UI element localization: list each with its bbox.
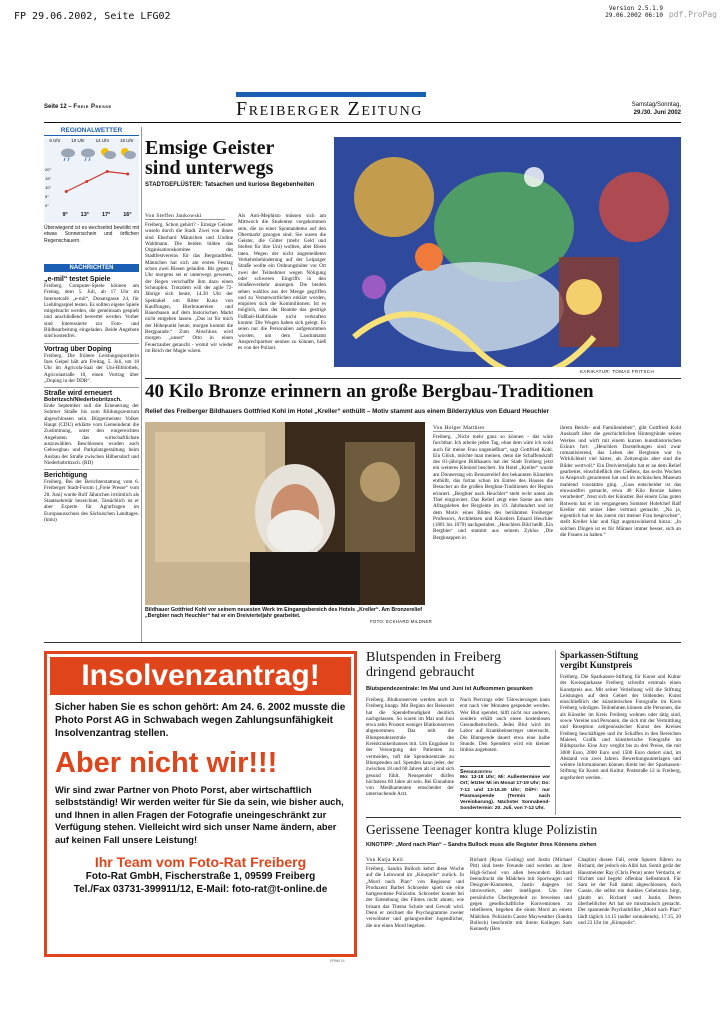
section-rule (44, 642, 681, 643)
news-item (44, 343, 139, 384)
column-rule (555, 650, 556, 815)
news-item (44, 276, 139, 340)
weather-y-label: 15° (45, 176, 52, 181)
story4-text: Freiberg. Die Sparkassen-Stiftung für Kunst und Kultur der Kreissparkasse Freiberg schreibt erstmals einen Kunstpreis aus. Mit seiner Verleihung will die Stiftung Leistungen auf dem Gebiet der bildenden Kunst einschließlich der künstlerischen Fotografie im Kreis Freiberg würdigen. Teilnehmen können alle Personen, die als Künstler im Kreis Freiberg wohnen oder tätig sind, sowie Vereine und Personen, die sich mit der Vermittlung und Rezeption zeitgenössischer Kunst des Kreises Freiberg beschäftigen und ihr Schaffen in den Bereichen Malerei, Grafik und künstlerische Fotografie im Bildsprache. Eine Jury vergibt bis zu drei Preise, die mit 3000 Euro, 2000 Euro und 1500 Euro dotiert sind, im Abstand von zwei Jahren. Bewerbungsunterlagen und weitere Informationen können direkt bei der Sparkassen-Stiftung für Kunst und Kultur, Poststraße 12 in Freiberg, angefordert werden. (560, 674, 681, 781)
sun-cloud-icon (100, 147, 116, 161)
print-header-left: FP 29.06.2002, Seite LFG02 (14, 11, 171, 22)
story4-headline (560, 650, 638, 670)
story3-col2: Nach Piercings oder Tätowierungen kann erst nach vier Monaten gespendet werden. Wer Blut spendet, hilft nicht nur anderen, sondern erhält auch einen kostenlosen Gesundheitscheck. Jedes Blut wird im Labor auf Krankheitserreger untersucht. Die Blutspende dauert etwa eine halbe Stunde. Den Spendern wird ein kleiner Imbiss angeboten. (460, 697, 550, 754)
story3-info-box (460, 766, 550, 813)
print-version-label: Version 2.5.1.9 (608, 5, 663, 12)
cloud-rain-icon (80, 147, 96, 161)
story1-col1: Freiberg. Schon gehört? - Emsige Geister wuseln durch die Stadt. Zwei von ihnen sind Eberhard Männchen und Undine Waldmann. Die beiden bilden das Organisationskomitee des Stadtfestvereins für das Bergstadtfest. Männchen hat sich am ersten Festtag schon zwei Blasen gelaufen. Bis gegen 1 Uhr morgens sei er unterwegs gewesen, der Regen verschaffte ihm dazu einen Schnupfen. Trotzdem will der agile 72-Jährige sich heute, 14.30 Uhr der Spektakel um Ritter Kunz von Kauffungen, Bierbrauereien und Bauerbasen auf dem historischen Markt nicht entgehen lassen. „Das ist für mich der Höhepunkt heute, morgen kommt die Bergparade.“ Zum Abschluss wird morgen „unser“ Otto in einen Feuerzauber getaucht - womit wir wieder im Reich der Magie wären. (145, 222, 233, 354)
temperature-point (106, 170, 109, 173)
story2-caption: Bildhauer Gottfried Kohl vor seinem neuesten Werk im Eingangsbereich des Hotels „Kreller“. Am Bronzerelief „Bergbier nach Heuchler“ hat er ein Dreivierteljahr gearbeitet. (145, 607, 422, 620)
ad-address: Foto-Rat GmbH, Fischerstraße 1, 09599 Freiberg (85, 871, 316, 883)
story3-subhead: Blutspendezentrale: Im Mai und Juni ist Aufkommen gesunken (366, 686, 533, 692)
weather-time: 10 Uhr (71, 138, 85, 143)
story2-byline: Von Holger Matthies (433, 425, 513, 432)
weather-icons (58, 147, 138, 161)
weather-y-label: 5° (45, 194, 49, 199)
story3-col1: Freiberg. Blutkonserven werden auch in Freiberg knapp. Mit Beginn der Reisezeit hat die Spendefreudigkeit deutlich nachgelassen. So waren im Mai und Juni etwa zehn Prozent weniger Blutkonserven abgenommen. Das teilt die Blutspendezentrale des Kreiskrankenhauses mit. Um Engpässe in der Versorgung der Patienten zu vermeiden, ruft die Spendezentrale zu Blutspenden auf. Spenden kann jeder, der zwischen 18 und 68 Jahren alt ist und sich gesund fühlt. Neuspender dürfen höchstens 60 Jahre alt sein. Bei Einnahme von Medikamenten entscheidet der untersuchende Arzt. (366, 697, 454, 798)
date-line-2: 29./30. Juni 2002 (633, 110, 681, 116)
news-title: NACHRICHTEN (44, 264, 139, 272)
story5-byline: Von Katja Keil (366, 857, 436, 864)
ad-text-2: Wir sind zwar Partner von Photo Porst, aber wirtschaftlich selbstständig! Wir werden weiter für Sie da sein, wie bisher auch, und Ihnen in allen Fragen der Fotografie uneingeschränkt zur Verfügung stehen. Vielleicht wird sich unser Name ändern, aber auf keinen Fall unsere Leistung! (55, 785, 344, 845)
story4-headline-line: vergibt Kunstpreis (560, 660, 633, 670)
weather-chart (44, 138, 139, 223)
weather-text: Überwiegend ist es wechselnd bewölkt mit etwas Sonnenschein und örtlichen Regenschauern. (44, 225, 139, 244)
story1-col2: Als Anti-Mephisto müssen sich am Mittwoch die Studenten vorgekommen sein, die zu einer Spontandemo auf den Obermarkt gezogen sind. Sie waren die Geister, die Götter (mehr Geld und Stellen für ihre Uni) wollten, aber Böses taten. Wegen der nicht angemeldeten Verkehrsbehinderung auf der Leipziger Straße wollte ein Ordnungshüter vor Ort zwei der Teilnehmer wegen Nötigung oder schweren Eingriffs in den Straßenverkehr anzeigen. Die beiden sehen wahllos aus der Menge gegriffen und zu Verantwortlichen erklärt worden, empören sich die Kommilitonen. Ist es möglich, dass der Beamte das gestrige Fußball-Halbfinale nicht verkraften konnte. Die Wogen haben sich gelegt. Es seien nur die Personalien aufgenommen worden, um dem Landratsamt Ansprechpartner nennen zu können, hieß es von der Polizei. (238, 213, 326, 352)
news-text: Freiberg. Bei der Berichterstattung vom 6. Freiberger Stadt-Forum („Freie Presse“ vom 28. Juni) wurde Rolf Jähnichen irrtümlich als Staatssekretär bezeichnet. Tatsächlich ist er aber Experte für Agrarfragen im Europaausschuss des Sächsischen Landtages. (kmu) (44, 479, 139, 523)
ad-contact: Tel./Fax 03731-399911/12, E-Mail: foto-rat@t-online.de (73, 884, 328, 896)
weather-temp: 9° (62, 212, 68, 218)
news-column (44, 264, 139, 523)
story1-byline: Von Steffen Jankowski (145, 213, 225, 220)
masthead-date (632, 101, 681, 117)
story3-box-text: Mo: 13-18 Uhr; Mi: Außentermine vor Ort; letzter Mi im Monat 17-19 Uhr; Do: 7-12 und 13-16.30 Uhr; Di/Fr: nur Plasmaspende (Termin nach Vereinbarung). Nächster Sonnabend-Sondertermin: 20. Juli, von 7-12 Uhr. (460, 775, 550, 812)
print-version (605, 5, 663, 19)
story3-headline (366, 650, 501, 680)
temperature-line (56, 164, 138, 214)
news-headline: Vortrag über Doping (44, 345, 112, 353)
story5-col2: Richard (Ryan Gosling) und Justin (Michael Pitt) sind beste Freunde und werden an ihrer High-School von allen bewundert. Richard beeindruckt die Mädchen mit Sportwagen und Designer-Klamotten, Justin dagegen ist introvertiert, aber intelligent. Um ihre persönliche Überlegenheit zu beweisen und gegen gesellschaftliche Konventionen zu rebellieren, begehen die einen Mord an einem Mädchen. Polizistin Cassie Mayweather (Sandra Bullock) beschreibt mit ihrem Kollegen Sam Kennedy (Ben (470, 857, 572, 933)
weather-y-label: 0° (45, 203, 49, 208)
weather-time: 6 Uhr (49, 138, 61, 143)
section-rule (145, 378, 681, 379)
weather-times (44, 138, 139, 143)
date-line-1: Samstag/Sonntag, (631, 102, 681, 108)
story2-col1: Freiberg. „Nicht mehr ganz so können - das wäre furchtbar. Ich arbeite jeden Tag, ohne dem wäre ich wohl auch für meine Frau ungenießbar“, sagt Gottfried Kohl. Ein Glück, möchte man meinen, denn die Schaffenskraft des 81-jährigen Bildhauers hat der Stadt Freiberg jetzt ein weiteres Kleinod beschert. Im Hotel „Kreller“ wurde am Donnerstag ein Bronzerelief des bekannten Künstlers enthüllt, das fortan schon im Entree des Hauses die Besucher an die großen Bergbau-Traditionen der Region erinnert. „Bergbier nach Heuchler“ steht recht unten als Titel eingraviert. Das Relief zeigt eine Szene aus dem Alltagsleben der Bergleute im 19. Jahrhundert und ist dem Motiv eines Bildes des berühmten Freiberger Professors, Architekten und Künstlers Eduard Heuchler (1801 bis 1879) nachgestaltet. „Heuchlers Bild heißt ‚Ein Bergbier‘ und stammt aus seinem Zyklus ‚Die Bergknappen in (433, 434, 553, 541)
story3-box-title: Spendezeiten (460, 769, 492, 775)
weather-time: 14 Uhr (95, 138, 110, 143)
cartoon-credit: KARIKATUR: TOMAS FRITSCH (580, 369, 655, 374)
story1-headline (145, 138, 274, 178)
cloud-rain-icon (60, 147, 76, 161)
news-text: Freiberg. Die frühere Leistungssportlerin Ines Geipel hält am Freitag, 5. Juli, um 18 Uhr im Agricola-Saal der Uni-Bibliothek, Agricolastraße 10, einen Vortrag über „Doping in der DDR“. (44, 352, 139, 384)
news-text: Ende September soll die Erneuerung der Sohrner Straße bis zum Bildungszentrum abgeschlossen sein. Bürgermeister Volker Haupt (CDU) erklärte vom Gemeinderat die Zustimmung, unter den eingereichten Angeboten das wirtschaftlichste auszuwählen. Beschlossen wurden auch Gehwegbau und Parkplatzgestaltung beim Ausbau der Straße zwischen Hilbersdorf und Niederbobritzsch. (RD) (44, 403, 139, 466)
story5-col3: Chaplin) diesen Fall, erste Spuren führen zu Richard, der jedoch ein Alibi hat. Somit gerät der Hausmeister Ray (Chris Penn) unter Verdacht, er flüchtet und begeht offenbar Selbstmord. Für Sam ist der Fall damit abgeschlossen, doch Cassie, die selbst ein dunkles Geheimnis birgt, glaubt an Richard und Justin. Deren überheblicher Art hat sie misstrauisch gemacht. Der spannende Psychothriller „Mord nach Plan“ läuft täglich 14.15 (außer sonnabends), 17.15, 20 und 23 Uhr im „Kinopolis“. (578, 857, 681, 926)
section-rule (366, 817, 681, 818)
sculptor-photo (145, 422, 425, 605)
ad-text-1: Sicher haben Sie es schon gehört: Am 24. 6. 2002 musste die Photo Porst AG in Schwabach wegen Zahlungsunfähigkeit Insolvenzantrag stellen. (55, 702, 346, 739)
story2-headline: 40 Kilo Bronze erinnern an große Bergbau-Traditionen (145, 381, 594, 402)
weather-title: REGIONALWETTER (44, 127, 139, 136)
story2-photo-credit: FOTO: ECKHARD MILDNER (370, 619, 433, 624)
story2-col2: ihrem Berufs- und Familienleben“, gibt Gottfried Kohl Auskunft über die geschichtlichen Hintergründe seines Werkes und wirft mit einem kurzen kunsthistorischen Exkurs fort: „Heuchlers Darstellungen sind zwar romantisierend, das Leben der Bergleute war in Wirklichkeit viel härter, als Zeitzeugnis aber sind die Bilder wertvoll.“ Ein Dreivierteljahr hat er an dem Relief gearbeitet, einschließlich des Gießens, das sechs Wochen in Anspruch genommen hat und im technischen Museum mahlend vonstatten ging. „Guss entscheidet ist das einwandfrei gemacht, etwa 40 Kilo Bronze haben verarbeitet“, freut sich der Künstler. Bei einem Glas guten Rotwein hat er im vergangenen Sommer Hotelchef Ralf Kreller mit seiner Idee vertraut gemacht. „Na ja, eigentlich hat er das zuerst mit meiner Frau besprochen“, stellt Kreller klar und fügt augenzwinkernd hinzu: „In solchen Dingen ist es für Männer immer besser, sich an die Frauen zu halten.“ (560, 425, 681, 539)
weather-temps (56, 212, 138, 218)
temperature-polyline (66, 172, 128, 192)
news-text: Freiberg. Computer-Spiele können am Freitag, dem 5. Juli, ab 17 Uhr im Internetcafé „e-mil“, Donatsgasse 24, für Lieblingsspiel testen. Es sollten eigene Spiele mitgebracht werden, die gemeinsam gespielt und anschließend bewertet werden. Vorher sind Interessierte zur Foto- und Bildbearbeitung eingeladen. Beide Angebote sind kostenfrei. (44, 283, 139, 340)
story4-headline-line: Sparkassen-Stiftung (560, 650, 639, 660)
story2-photo (145, 422, 425, 605)
ad-signature: Ihr Team vom Foto-Rat Freiberg (94, 854, 307, 871)
weather-temp: 17° (101, 212, 111, 218)
ad-headline-2: Aber nicht wir!!! (55, 747, 278, 779)
weather-temp: 16° (123, 212, 132, 218)
news-subhead: Bobritzsch/Niederbobritzsch. (44, 397, 122, 404)
weather-temp: 13° (80, 212, 89, 218)
news-headline: „e-mil“ testet Spiele (44, 276, 111, 283)
news-item (44, 387, 139, 466)
story1-headline-line: Emsige Geister (145, 137, 275, 159)
weather-y-axis (45, 165, 51, 210)
page-number: Seite 12 (44, 104, 67, 110)
story1-headline-line: sind unterwegs (145, 157, 274, 179)
temperature-point (85, 180, 88, 183)
weather-y-label: 10° (45, 185, 52, 190)
masthead-bar (236, 92, 426, 97)
masthead-rule (44, 122, 681, 123)
ad-code: FPBM 14 (330, 959, 345, 963)
temperature-point (126, 173, 129, 176)
story2-subhead: Relief des Freiberger Bildhauers Gottfried Kohl im Hotel „Kreller“ enthüllt – Motiv stammt aus einem Bilderzyklus von Eduard Heuchler (145, 408, 550, 415)
ad-headline-1: Insolvenzantrag! (50, 657, 351, 695)
story3-headline-line: Blutspenden in Freiberg (366, 650, 502, 665)
watermark: pdf.ProPag (668, 10, 717, 19)
story1-kicker: STADTGEFLÜSTER: Tatsachen und kuriose Begebenheiten (145, 182, 315, 188)
weather-time: 16 Uhr (120, 138, 134, 143)
advertisement (44, 651, 357, 957)
story5-headline: Gerissene Teenager kontra kluge Polizistin (366, 822, 598, 837)
story3-headline-line: dringend gebraucht (366, 665, 475, 680)
page-label: Seite 12 – Freie Presse (44, 104, 112, 110)
news-headline: Straße wird erneuert (44, 390, 113, 398)
weather-y-label: 20° (45, 167, 52, 172)
news-item (44, 469, 139, 523)
masthead-title: Freiberger Zeitung (236, 98, 424, 120)
news-headline: Berichtigung (44, 472, 88, 480)
cartoon-illustration (334, 137, 681, 367)
story5-col1: Freiberg. Sandra Bullock kehrt diese Woche auf die Leinwand im „Kinopolis“ zurück. In „Mord nach Plan“ von Regisseur und Produzent Barbet Schroeder spielt sie eine hartgesottene Polizistin. Schroeder konnte bei der Entstehung des Filmes nicht ahnen, wie brisant das Thema Schule und Gewalt wird. Denn er zeichnet die Psychogramme zweier verwöhnter und gelangweilter Jugendlicher, die nur einen Mord begehen. (366, 866, 464, 929)
cartoon-art (334, 137, 681, 367)
print-datetime: 29.06.2002 06:10 (605, 12, 663, 19)
weather-box (44, 127, 139, 244)
column-rule (141, 127, 142, 642)
temperature-point (65, 190, 68, 193)
sun-cloud-icon (120, 147, 136, 161)
story5-subhead: KINOTIPP: „Mord nach Plan“ – Sandra Bullock muss alle Register ihres Könnens ziehen (366, 842, 597, 848)
section-name: Freie Presse (73, 104, 112, 110)
